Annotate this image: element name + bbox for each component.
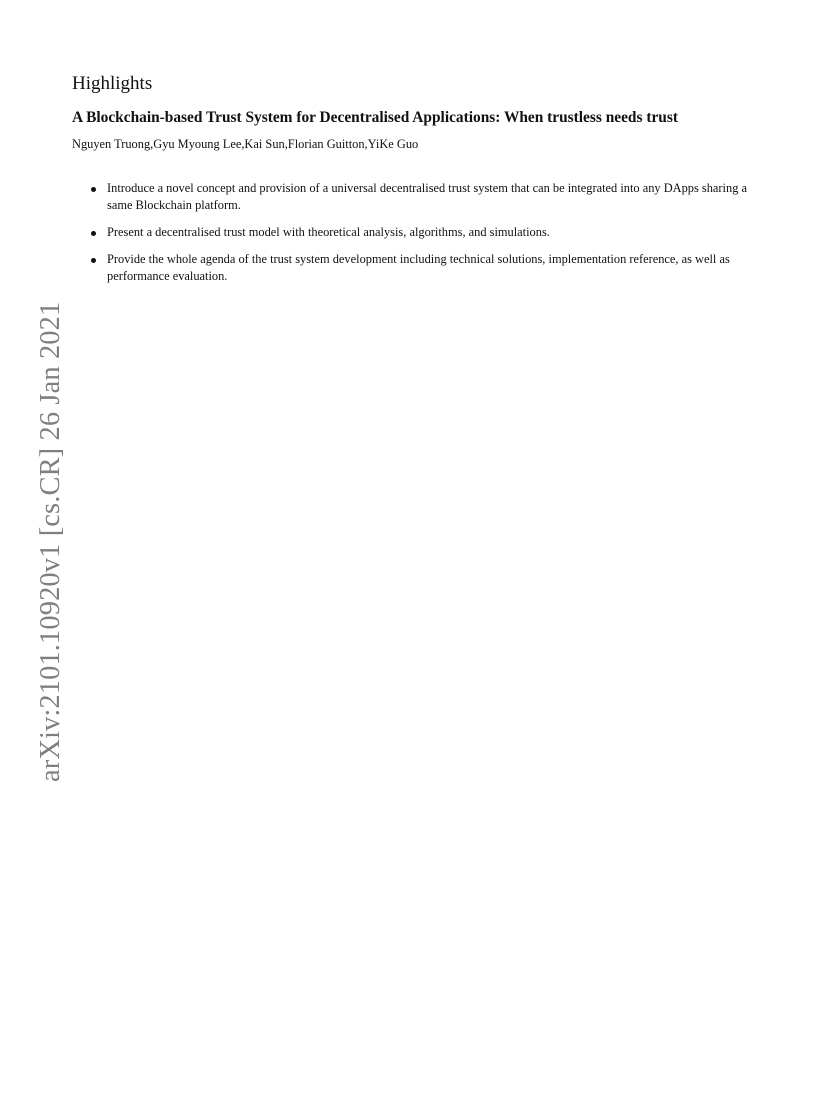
bullet-icon — [91, 258, 96, 263]
highlight-item — [90, 251, 762, 285]
paper-title: A Blockchain-based Trust System for Decentralised Applications: When trustless needs trust — [72, 109, 678, 126]
highlight-item — [90, 224, 762, 241]
highlight-text: Introduce a novel concept and provision of a universal decentralised trust system that can be integrated into any DApps sharing a same Blockchain platform. — [107, 181, 747, 212]
arxiv-identifier-stamp: arXiv:2101.10920v1 [cs.CR] 26 Jan 2021 — [35, 301, 66, 782]
bullet-icon — [91, 187, 96, 192]
highlight-item — [90, 180, 762, 214]
highlights-list — [90, 180, 762, 295]
bullet-icon — [91, 231, 96, 236]
section-heading: Highlights — [72, 73, 153, 94]
author-list: Nguyen Truong,Gyu Myoung Lee,Kai Sun,Florian Guitton,YiKe Guo — [72, 137, 419, 151]
highlight-text: Present a decentralised trust model with theoretical analysis, algorithms, and simulations. — [107, 225, 550, 239]
highlight-text: Provide the whole agenda of the trust system development including technical solutions, implementation reference, as well as performance evaluation. — [107, 252, 730, 283]
